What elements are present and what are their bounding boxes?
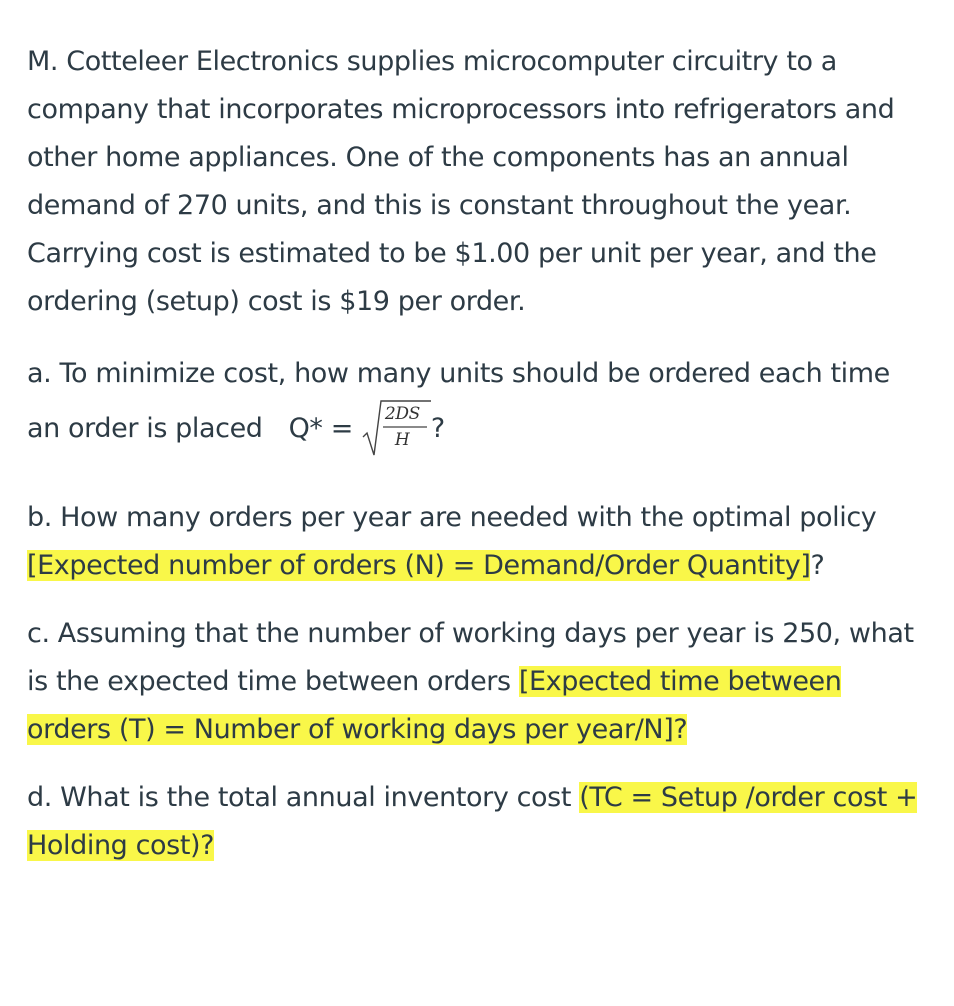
q-star-label: Q* = bbox=[288, 413, 353, 444]
question-d bbox=[27, 774, 927, 870]
eoq-formula bbox=[361, 397, 433, 461]
question-a bbox=[27, 350, 927, 464]
problem-intro: M. Cotteleer Electronics supplies microcomputer circuitry to a company that incorporates microprocessors into refrigerators and other home appliances. One of the components has an annual demand of 270 units, and this is constant throughout the year. Carrying cost is estimated to be $1.00 per unit per year, and the ordering (setup) cost is $19 per order. bbox=[27, 46, 895, 317]
question-a-formula-line bbox=[27, 394, 927, 464]
question-document bbox=[27, 38, 927, 870]
question-b bbox=[27, 494, 927, 590]
formula-numerator: 2DS bbox=[384, 404, 420, 424]
question-a-line2: an order is placed bbox=[27, 413, 263, 444]
formula-denominator: H bbox=[394, 430, 410, 450]
question-b-text: b. How many orders per year are needed with the optimal policy bbox=[27, 502, 877, 533]
question-c-highlight: [Expected time between orders (T) = Number of working days per year/N]? bbox=[27, 666, 842, 745]
question-a-line1: a. To minimize cost, how many units should be ordered each time bbox=[27, 358, 890, 389]
question-d-highlight: (TC = Setup /order cost + Holding cost)? bbox=[27, 782, 918, 861]
question-c-text: c. Assuming that the number of working days per year is 250, what is the expected time between orders bbox=[27, 618, 914, 697]
question-d-text: d. What is the total annual inventory cost bbox=[27, 782, 580, 813]
question-b-highlight: [Expected number of orders (N) = Demand/Order Quantity] bbox=[27, 550, 811, 581]
question-c bbox=[27, 610, 927, 754]
question-a-end: ? bbox=[430, 413, 445, 444]
question-b-end: ? bbox=[810, 550, 825, 581]
